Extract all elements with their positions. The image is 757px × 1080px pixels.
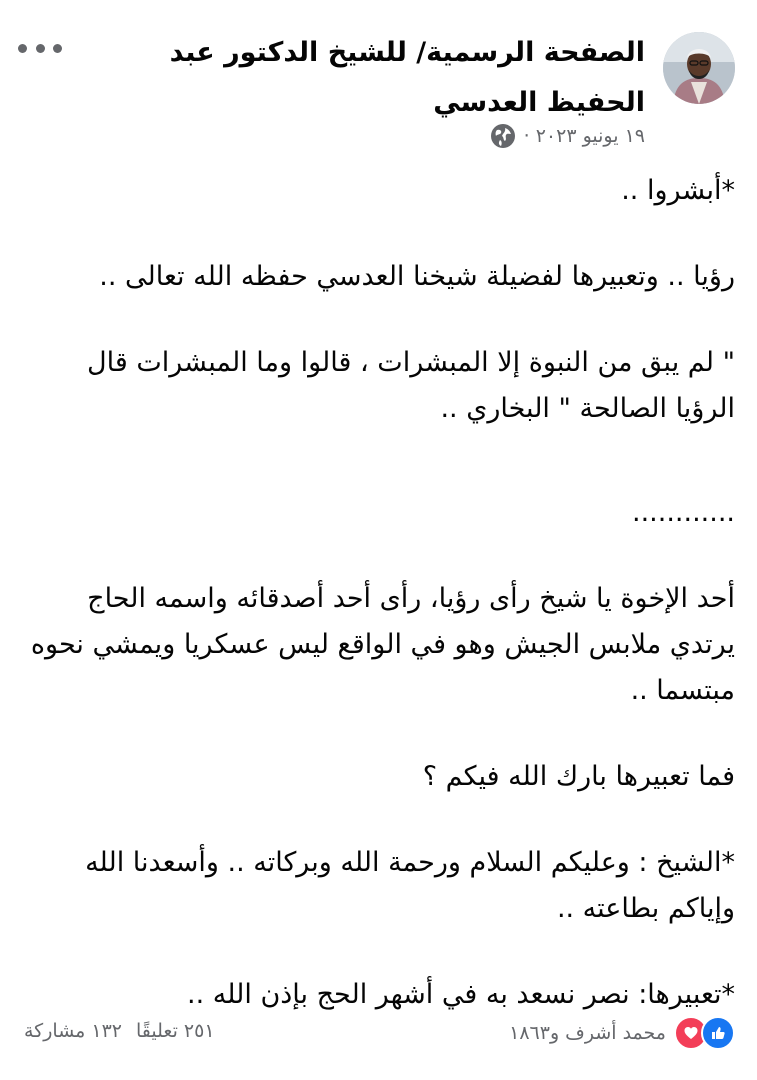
more-options-icon: [18, 44, 27, 53]
engagement-counts: [24, 1020, 215, 1042]
post-date-link[interactable]: ١٩ يونيو ٢٠٢٣ ·: [523, 125, 645, 147]
more-options-button[interactable]: [18, 32, 62, 64]
reactions-count: محمد أشرف و١٨٦٣: [509, 1022, 666, 1044]
reactions-summary[interactable]: [509, 1016, 735, 1050]
like-icon: [701, 1016, 735, 1050]
post-line: " لم يبق من النبوة إلا المبشرات ، قالوا وما المبشرات قال الرؤيا الصالحة " البخاري ..: [86, 347, 735, 424]
post-line: أحد الإخوة يا شيخ رأى رؤيا، رأى أحد أصدقائه واسمه الحاج يرتدي ملابس الجيش وهو في الواقع ليس عسكريا ويمشي نحوه مبتسما ..: [30, 583, 735, 706]
more-dot: [36, 44, 45, 53]
post-line: *الشيخ : وعليكم السلام ورحمة الله وبركاته .. وأسعدنا الله وإياكم بطاعته ..: [85, 847, 735, 924]
post-meta: [490, 123, 645, 149]
post-line: فما تعبيرها بارك الله فيكم ؟: [422, 761, 735, 792]
post-body: [23, 168, 735, 1018]
page-name-link[interactable]: الصفحة الرسمية/ للشيخ الدكتور عبد الحفيظ العدسي: [169, 37, 645, 118]
post-header: [0, 18, 757, 158]
post-line: *تعبيرها: نصر نسعد به في أشهر الحج بإذن الله ..: [186, 979, 735, 1010]
more-dot: [53, 44, 62, 53]
post-footer: [0, 1010, 757, 1056]
post-line: *أبشروا ..: [621, 175, 735, 206]
post-line: ............: [632, 497, 735, 528]
comments-count-link[interactable]: ٢٥١ تعليقًا: [136, 1020, 215, 1042]
post-line: رؤيا .. وتعبيرها لفضيلة شيخنا العدسي حفظه الله تعالى ..: [99, 261, 735, 292]
shares-count-link[interactable]: ١٣٢ مشاركة: [24, 1020, 122, 1042]
page-avatar[interactable]: [663, 32, 735, 104]
globe-icon: [490, 123, 516, 149]
avatar-image: [663, 32, 735, 104]
